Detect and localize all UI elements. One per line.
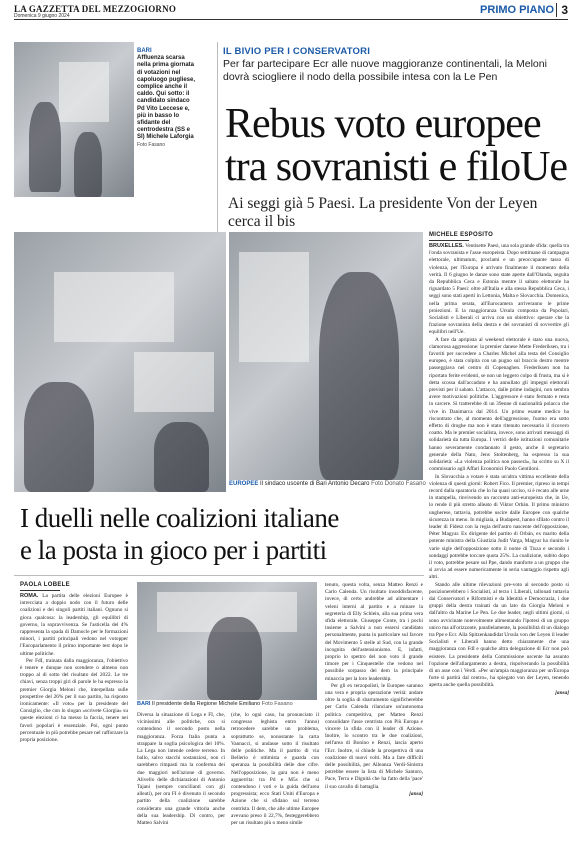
section-name: PRIMO PIANO [480, 4, 554, 16]
lead-subhead: Ai seggi già 5 Paesi. La presidente Von der Leyen cerca il bis [228, 195, 538, 230]
middle-caption-label: EUROPEE [229, 481, 259, 487]
second-paragraph: tenuto, questa volta, senza Matteo Renzi e Carlo Calenda. Un risultato insoddisfacente, invece, di certo andrebbe ad alimentare i veleni interni al partito e a minare la segreteria di Elly Schlein, alla sua prima vera sfida elettorale. Giuseppe Conte, tra i pochi insieme a Salvini a non essersi candidato personalmente, punta in particolare sul favore del Movimento 5 stelle al Sud, con la grande incognita dell'astensionismo. E, infatti, proprio lo spettro del non voto il grande timore per i Cinquestelle che vedono nel possibile sorpasso dei dem la principale minaccia per la loro leadership. [325, 582, 423, 682]
photo-decaro [229, 232, 423, 480]
top-photo-caption [137, 48, 197, 149]
lower-caption-location: BARI [137, 701, 151, 707]
second-byline: PAOLA LOBELE [20, 582, 70, 591]
lower-caption-text: Il presidente della Regione Michele Emiliano [151, 701, 261, 707]
second-paragraph: (che, lo ogni caso, ha pronunciato il congresso leghista entro l'anno) retrocedere sarebbe un problema, soprattutto se, nonostante la carta Vannacci, si andasse sotto il risultato delle politiche. Ma il partito di via Bellerio è ottimista e guarda con speranza la possibilità delle due cifre. Nell'opposizione, la gara non è meno agguerrita: tra Pd e M5s che si contendono i voti e la guida dell'area progressista; ecco Stati Uniti d'Europa e Azione che si sfidano sul terreno centrista. Il dem, che alle ultime Europee avevano preso il 22,7%, festeggerebbero per un risultato più o meno simile [231, 712, 319, 827]
column-divider [217, 42, 218, 232]
lower-photo-caption [137, 701, 317, 707]
photo-emiliano [137, 582, 317, 700]
page-number: 3 [556, 3, 568, 17]
issue-date: Domenica 9 giugno 2024 [14, 13, 70, 19]
second-paragraph: ROMA. La partita delle elezioni Europee è intrecciata a doppio nodo con il futuro delle coalizioni e dei singoli partiti italiani. Ognuno si gioca qualcosa: la leadership, gli equilibri di governo, la sopravvivenza. Se l'asticella del 4% rappresenta la spada di Damocle per le formazioni minori, i partiti principali vedono nel votopper l'Europarlamento il primo importante test dopo le ultime politiche. [20, 593, 128, 657]
lead-paragraph: In Slovacchia a votare è stata un'altra vittima eccellente della violenza di questi giorni: Robert Fico. Il premier, ripreso in tempi record dalla sparatoria che lo ha quasi ucciso, si è recato alle urne in stampella, rinvivendo un racconto anti-europeista che, in Ue, lo rende il più stretto alleato di Viktor Orbán. Il primo ministro ungherese, tuttavia, potrebbe uscire dalle Europee con qualche sicurezza in meno. In migliaia, a Budapest, hanno sfilato contro il leader di Fidesz con la regia dell'astro nascente dell'opposizione, Péter Magyar. Ex dirigente del partito di Orbán, ex marito della potente ministra della Giustizia Judit Varga, Magyar ha riunito le varie sigle dell'opposizione sotto il nome di Tisza e secondo i sondaggi potrebbe toccare quota 25%. La coalizione, subito dopo il voto, potrebbe pesare sul Ppe, dando manforte a un gruppo che si avvia ad essere numericamente in seria vantaggio rispetto agli altri. [429, 473, 569, 581]
lead-dek: Per far partecipare Ecr alle nuove maggioranze continentali, la Meloni dovrà sciogliere il nodo della possibile intesa con la Le Pen [223, 58, 547, 83]
top-caption-credit: Foto Fasano [137, 141, 166, 148]
page-header [14, 4, 568, 20]
lead-signature: [ansa] [555, 689, 569, 696]
top-caption-location: BARI [137, 48, 152, 54]
second-paragraph: Diversa la situazione di Lega e FI, che, vicinissimi alle politiche, ora si contendono il secondo posto nella maggioranza. Forza Italia punta a strappare la soglia psicologica del 10%. La Lega non intende cedere terreno. In ballo, salvo stacchi sostanziosi, non ci sarebbero rimpasti ma la conferma dei due maggiori nell'azione di governo. Alivello delle dichiarazioni di Antonio Tajani (sempre concilianti con gli alleati), per ora FI è divenuto il secondo partito della coalizione sarebbe considerato una grande vittoria anche della sua leadership. Di contro, per Matteo Salvini [137, 712, 225, 827]
second-article-col-2 [137, 712, 225, 836]
publication-name: LA GAZZETTA DEL MEZZOGIORNO [14, 4, 177, 14]
second-paragraph: Per FdI, trainata dalla maggioranza, l'obiettivo è tenere e dunque non scendere o almeno non troppo al di sotto del risultato del 2022. Le tre chiavi, senza troppi giri di parole le ha espresso la premier Giorgia Meloni che, interpellata sulle prospettive del 26% per il suo partito, ha risposto ironicamente: «Il voto» per la presidente del Consiglio, che con lo slogan «scrivete Giorgia» su queste elezioni ci ha messo la faccia, tenere nei favori popolari è essenziale. Poi, ogni punto percentuale in più potrebbe pesare nel rafforzare la propria posizione. [20, 657, 128, 744]
lead-byline: MICHELE ESPOSITO [429, 232, 493, 241]
lead-dateline: BRUXELLES. [429, 243, 464, 249]
second-dateline: ROMA. [20, 593, 39, 599]
lead-paragraph: A fare da apripista al weekend elettorale è stato una nuova, clamorosa aggressione: la premier danese Mette Frederiksen, tra i favoriti per succedere a Charles Michel alla testa del Consiglio europeo, è stata colpita con un pugno sul braccio destro mentre passeggiava nel centro di Copenaghen. Frederiksen non ha riportato ferite evidenti, se non un leggero colpo di frusta, ma si è detta scossa dall'accaduto e ha annullato gli impegni elettorali previsti per il sabato. L'attacco, dalle prime indagini, non sembra avere motivazioni politiche. L'aggressore è stato fermato e resta in carcere. Si tratterebbe di un 39enne di nazionalità polacca che vive in Danimarca dal 2014. Un primo esame medico ha riscontrato che, al momento dell'aggressione, l'uomo era sotto effetto di droghe ma non è stato ritenuto necessario il ricovero coatto. Ma le premier socialista, invece, sono arrivati messaggi di solidarietà da tutta Europa. I vertici delle istituzioni comunitarie hanno severamente condannato il gesto, anche il segretario generale della Nato, Jens Stoltenberg, ha espresso la sua solidarietà: «La violenza politica non passerà», ha scritto su X il commissario agli Affari Economici Paolo Gentiloni. [429, 336, 569, 473]
middle-photo-caption [229, 481, 454, 487]
lower-caption-credit: Foto Fasano [261, 701, 293, 707]
lead-headline-line1: Rebus voto europee [225, 101, 541, 147]
middle-caption-credit: Foto Donato Fasano [371, 481, 426, 487]
lead-paragraph: BRUXELLES. Ventisette Paesi, una sola grande sfida: quella tra l'onda sovranista e l'asse europeista. Dopo settimane di campagna elettorale, ultimatum, proclami e un preoccupante tasso di violenza, per l'Europa è arrivato finalmente il momento della verità. Il 6 giugno le danze sono state aperte dall'Olanda, seguita da Repubblica Ceca e Estonia mentre il sabato elettorale ha riguardato 5 Paesi: oltre all'Italia e alla stessa Repubblica Ceca, i seggi sono stati aperti in Lettonia, Malta e Slovacchia. Domenica, nella prima serata, all'Eurocamera arriveranno le prime proiezioni. E la maggioranza Ursula composta da Popolari, Socialisti e Liberali ci arriva con un obiettivo: sperare che la frazione sovranista della destra e dei sovranisti di sovvertire gli equilibri nell'Ue. [429, 243, 569, 336]
second-headline [20, 502, 460, 566]
photo-polling-station-top [14, 42, 134, 197]
top-caption-text: Affluenza scarsa nella prima giornata di votazioni nel capoluogo pugliese, complice anche il caldo. Qui sotto: il candidato sindaco Pd Vito Leccese e, più in basso lo sfidante del centrodestra (SS e SI) Michele Laforgia [137, 55, 196, 141]
middle-caption-text: Il sindaco uscente di Bari Antonio Decaro [260, 481, 370, 487]
second-paragraph: Per gli ex terzopolisti, le Europee saranno una vera e propria operazione verità: andare oltre la soglia di sbarramento significherebbe per Carlo Calenda rilanciare un'autonoma politica competitiva, per Matteo Renzi consolidare l'asse centrista con Più Europa e vincere la sfida con il leader di Azione. Inoltre, lo scontro tra le due coalizioni, nell'area di Bonino e Renzi, lascia aperto l'Ecr. Inoltre, si chiude la prospettiva di una coalizione di nuovi volti. Ma a fare difficili delle possibilità, per Alleanza Verdi-Sinistra potrebbe essere la lista di Michele Santoro, Pace, Terra e Dignità che ha fatto della 'pace' il suo cavallo di battaglia. [325, 682, 423, 790]
section-rule [14, 575, 424, 576]
lead-headline-line2: tra sovranisti e filoUe [225, 144, 568, 190]
lead-paragraph: Stando alle ultime rilevazioni pre-voto al secondo posto si posizionerebbero i Socialisti, al terzo i Liberali, tallonati tuttavia dai Conservatori e Riformisti e da Identità e Democrazia, i due gruppi della destra trainati da un lato da Giorgia Meloni e dall'altro da Marine Le Pen. Le due leader, negli ultimi giorni, si sono avvicinate notevolmente alimentando l'ipotesi di un gruppo unico ma all'orizzonte, parallelamente, la possibilità di un dialogo tra Ppe e Ecr. Alla Spitzenkandidat Ursula von der Leyen il leader Socialisti e Liberali hanno detto chiaramente che una maggioranza con FdI e qualche altra delegazione di Ecr non può esistere. La presidente della Commissione uscente ha assunto l'opzione dell'allargamento a destra, rispolverando la possibilità di un asse con i Verdi. «Per un'ampia maggioranza per un'Europa forte si partirà dal centro», ha spiegato von der Leyen, tenendo aperta anche quella possibilità. [429, 581, 569, 689]
second-headline-line2: e la posta in gioco per i partiti [20, 535, 327, 565]
lead-kicker: IL BIVIO PER I CONSERVATORI [223, 46, 371, 57]
second-article-col-4 [325, 582, 423, 836]
second-signature: [ansa] [409, 790, 423, 797]
second-headline-line1: I duelli nelle coalizioni italiane [20, 503, 339, 533]
photo-ballot-boxes [14, 232, 226, 492]
lead-headline [225, 103, 570, 189]
second-article-col-3 [231, 712, 319, 836]
second-article-col-1 [20, 593, 128, 836]
